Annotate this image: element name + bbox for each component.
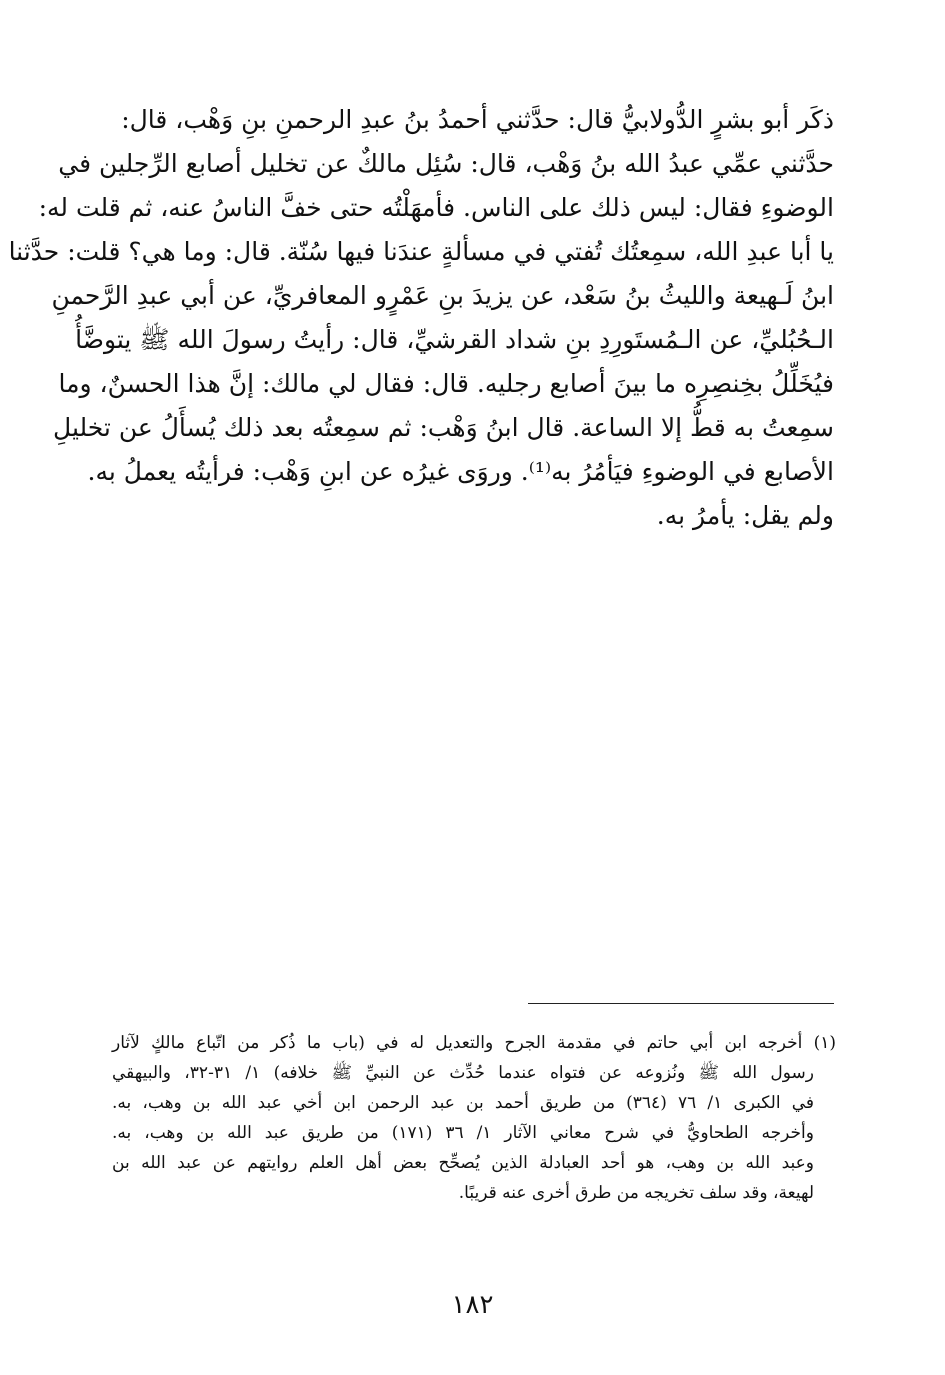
body-line: سمِعتُ به قطُّ إلا الساعة. قال ابنُ وَهْب: ثم سمِعتُه بعد ذلك يُسأَلُ عن تخليلِ xyxy=(53,413,834,442)
body-line: ذكَر أبو بشرٍ الدُّولابيُّ قال: حدَّثني أحمدُ بنُ عبدِ الرحمنِ بنِ وَهْب، قال: xyxy=(121,105,834,134)
footnote-line: وأخرجه الطحاويُّ في شرح معاني الآثار ١/ ٣٦ (١٧١) من طريق عبد الله بن وهب، به. xyxy=(112,1123,814,1143)
footnotes-block xyxy=(112,1028,836,1208)
body-line: ابنُ لَـهيعة والليثُ بنُ سَعْد، عن يزيدَ بنِ عَمْرٍو المعافريِّ، عن أبي عبدِ الرَّحمنِ xyxy=(51,281,834,310)
footnote-separator xyxy=(528,1003,834,1004)
page-number: ١٨٢ xyxy=(451,1290,494,1320)
body-line: الـحُبُليِّ، عن الـمُستَورِدِ بنِ شداد القرشيِّ، قال: رأيتُ رسولَ الله ﷺ يتوضَّأُ xyxy=(75,325,834,354)
body-line: يا أبا عبدِ الله، سمِعتُك تُفتي في مسألةٍ عندَنا فيها سُنّة. قال: وما هي؟ قلت: حدَّثنا xyxy=(8,237,834,266)
footnote-line: رسول الله ﷺ ونُزوعه عن فتواه عندما حُدِّث عن النبيِّ ﷺ خلافه) ١/ ٣١-٣٢، والبيهقي xyxy=(112,1063,814,1083)
body-line: فيُخَلِّلُ بخِنصِرِه ما بينَ أصابع رجليه. قال: فقال لي مالك: إنَّ هذا الحسنٌ، وما xyxy=(58,369,834,398)
main-text-block xyxy=(8,98,834,538)
footnote-line: في الكبرى ١/ ٧٦ (٣٦٤) من طريق أحمد بن عبد الرحمن ابن أخي عبد الله بن وهب، به. xyxy=(112,1093,815,1113)
body-line: ولم يقل: يأمرُ به. xyxy=(656,501,834,530)
body-line: الأصابع في الوضوءِ فيَأمُرُ به⁽¹⁾. وروَى غيرُه عن ابنِ وَهْب: فرأيتُه يعملُ به. xyxy=(87,457,834,486)
footnote-line: لهيعة، وقد سلف تخريجه من طرق أخرى عنه قريبًا. xyxy=(458,1183,814,1203)
body-line: الوضوءِ فقال: ليس ذلك على الناس. فأمهَلْتُه حتى خفَّ الناسُ عنه، ثم قلت له: xyxy=(38,193,834,222)
footnote-line: وعبد الله بن وهب، هو أحد العبادلة الذين يُصحِّح بعض أهل العلم روايتهم عن عبد الله بن xyxy=(112,1153,814,1173)
body-line: حدَّثني عمِّي عبدُ الله بنُ وَهْب، قال: سُئِل مالكٌ عن تخليل أصابع الرِّجلين في xyxy=(58,149,834,178)
footnote-line: (١) أخرجه ابن أبي حاتم في مقدمة الجرح والتعديل له في (باب ما ذُكر من اتّباع مالكٍ لآثار xyxy=(112,1033,836,1053)
